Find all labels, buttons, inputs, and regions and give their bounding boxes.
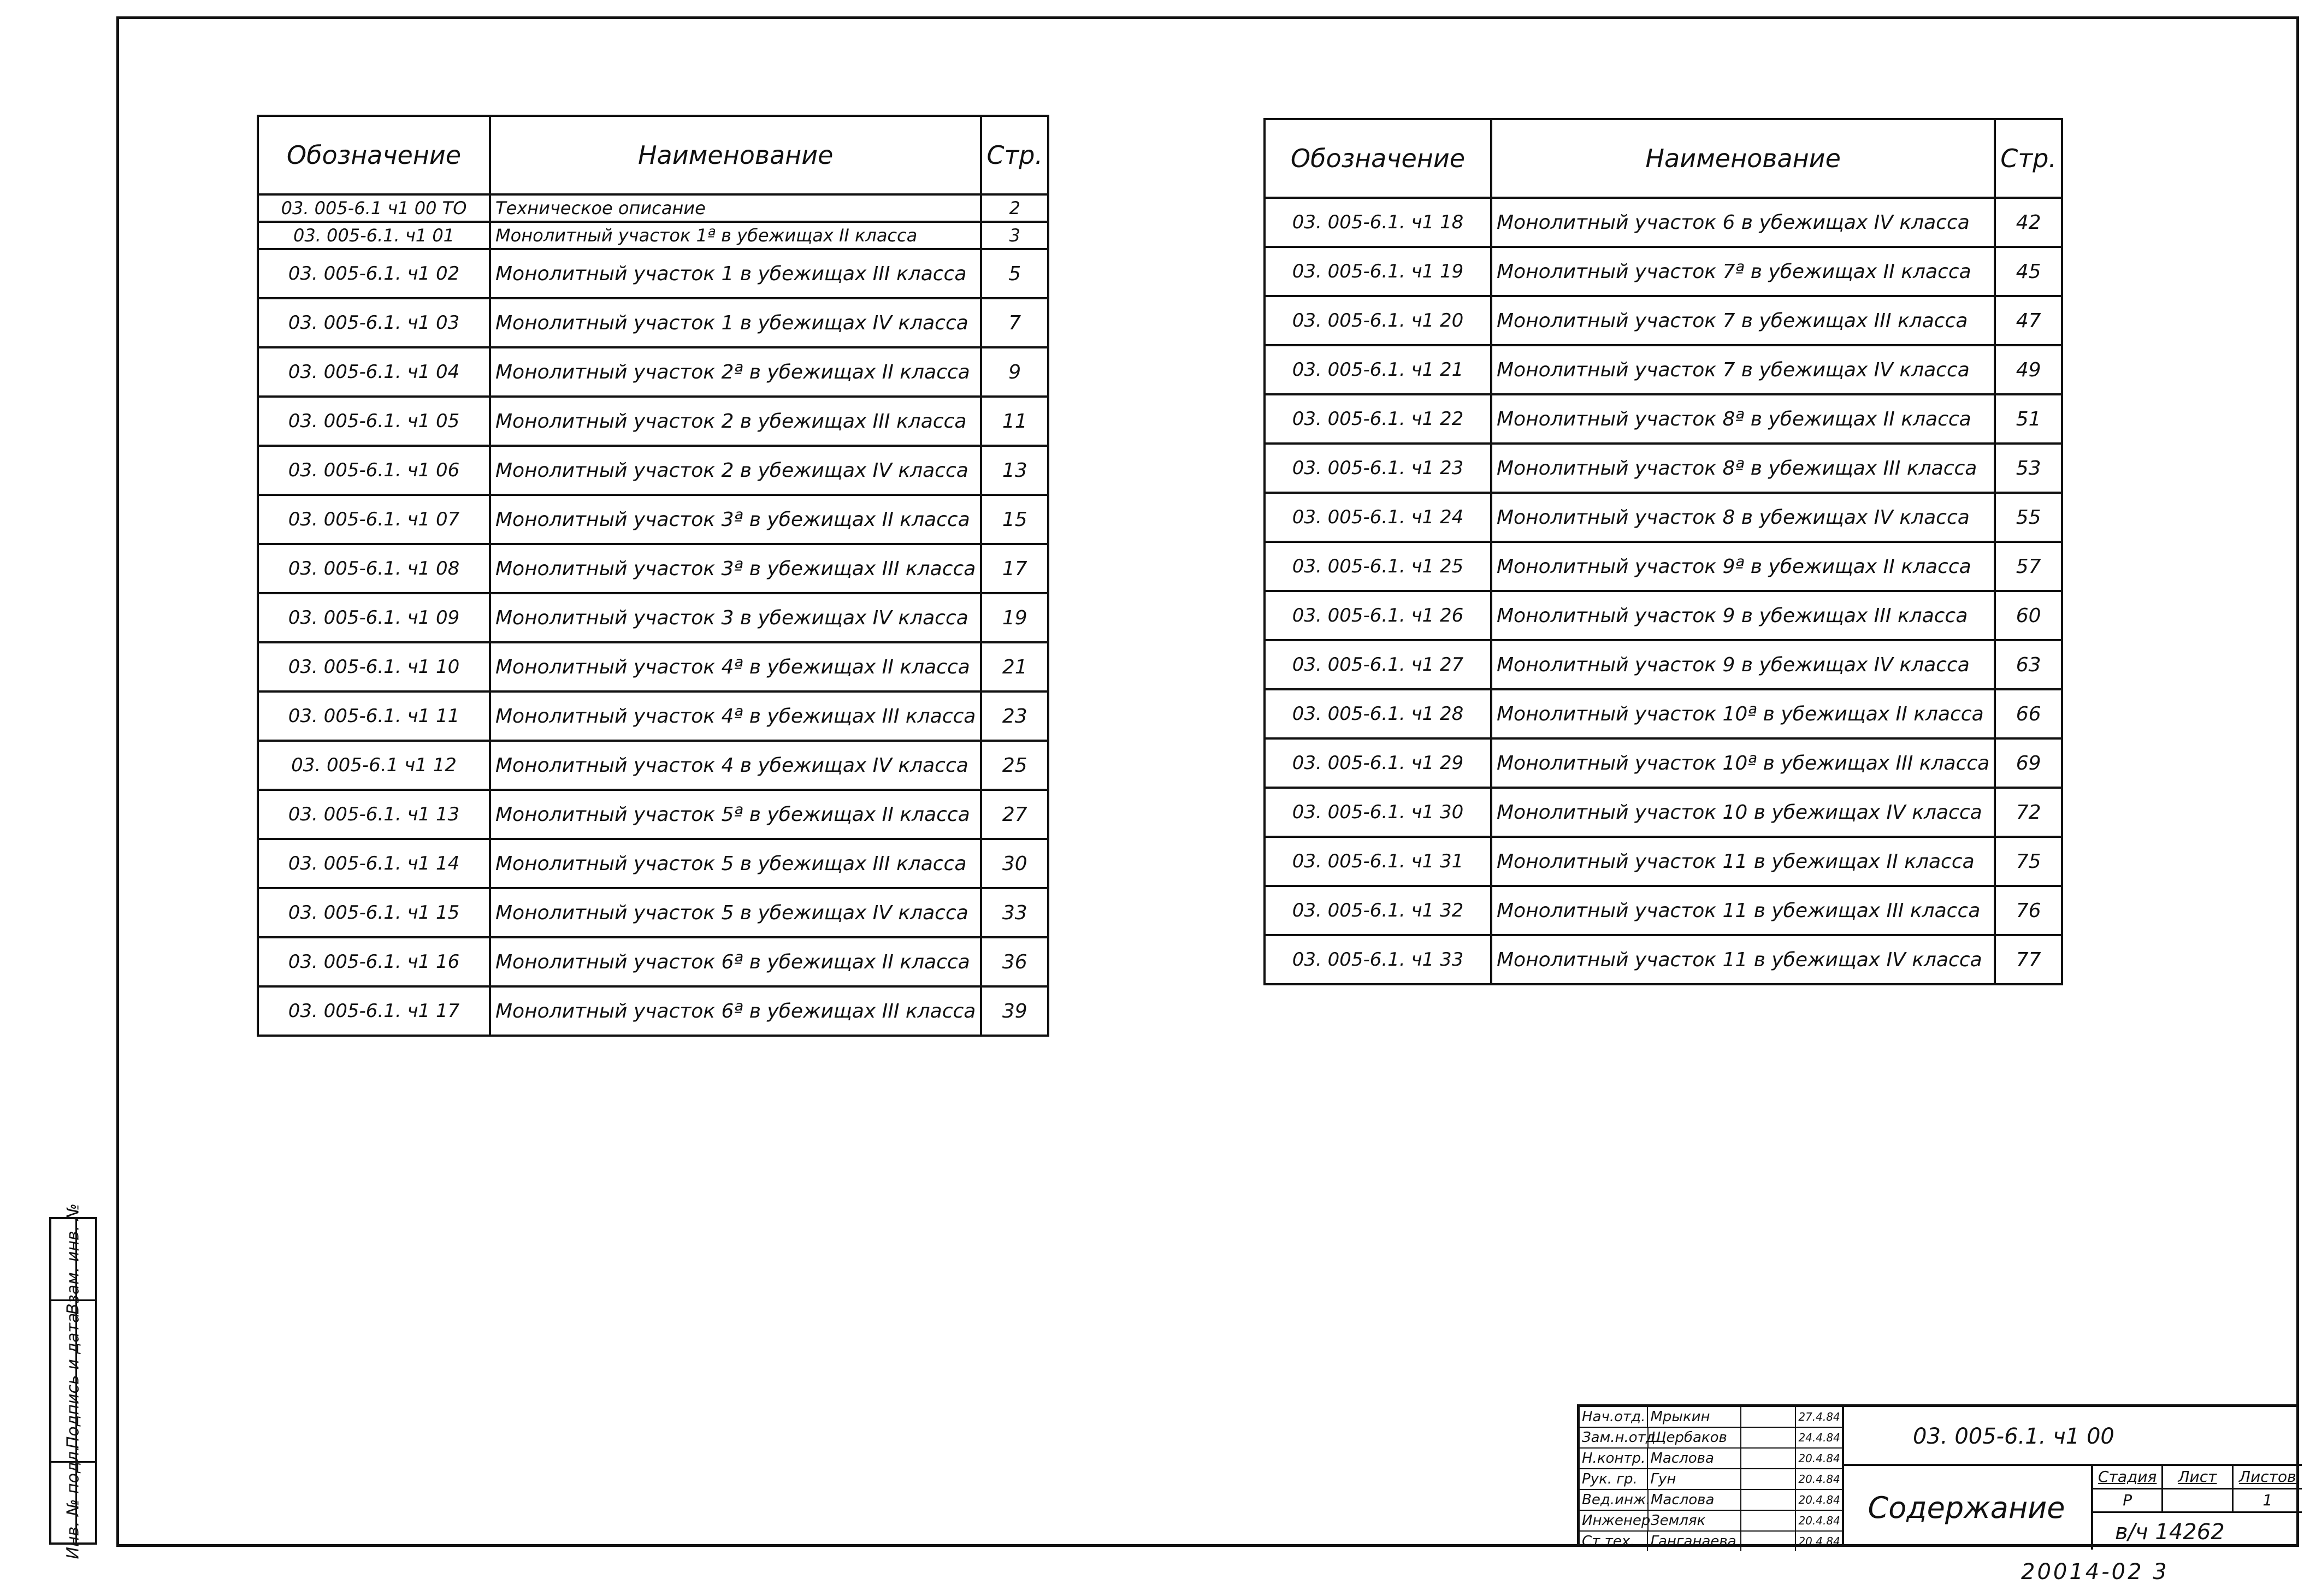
signature-sign: [1741, 1469, 1797, 1489]
row-name: Монолитный участок 3ª в убежищах III класса: [490, 544, 981, 593]
row-code: 03. 005-6.1. ч1 28: [1265, 689, 1491, 738]
header-name: Наименование: [490, 116, 981, 194]
row-page: 57: [1995, 542, 2062, 591]
signature-role: Вед.инж.: [1580, 1490, 1649, 1510]
row-code: 03. 005-6.1. ч1 05: [258, 397, 490, 446]
row-name: Монолитный участок 8ª в убежищах II класса: [1491, 394, 1995, 444]
table-row: [258, 347, 1048, 397]
row-page: 51: [1995, 394, 2062, 444]
row-code: 03. 005-6.1. ч1 20: [1265, 296, 1491, 345]
sheet-value: [2163, 1489, 2233, 1511]
signature-name: Щербаков: [1649, 1428, 1741, 1447]
binding-cell-inventory: [51, 1446, 95, 1559]
contents-body-left: [258, 194, 1048, 1036]
row-name: Монолитный участок 10 в убежищах IV класса: [1491, 788, 1995, 837]
contents-table-right: [1263, 118, 2063, 985]
row-name: Монолитный участок 6ª в убежищах II класса: [490, 937, 981, 986]
row-name: Монолитный участок 5 в убежищах III класса: [490, 839, 981, 888]
signature-date: 20.4.84: [1798, 1535, 1840, 1548]
row-name: Монолитный участок 1ª в убежищах II класса: [490, 222, 981, 249]
row-code: 03. 005-6.1. ч1 08: [258, 544, 490, 593]
row-name: Монолитный участок 6ª в убежищах III класса: [490, 986, 981, 1036]
row-code: 03. 005-6.1. ч1 25: [1265, 542, 1491, 591]
row-page: 33: [981, 888, 1048, 937]
row-code: 03. 005-6.1. ч1 10: [258, 642, 490, 691]
table-row: [258, 446, 1048, 495]
row-name: Монолитный участок 8 в убежищах IV класса: [1491, 493, 1995, 542]
row-page: 25: [981, 741, 1048, 790]
row-code: 03. 005-6.1. ч1 06: [258, 446, 490, 495]
signature-row: [1580, 1490, 1842, 1511]
contents-table-left: [257, 115, 1049, 1037]
header-code: Обозначение: [1265, 119, 1491, 198]
signature-name: Гун: [1648, 1469, 1741, 1489]
row-name: Монолитный участок 3 в убежищах IV класса: [490, 593, 981, 642]
row-name: Техническое описание: [490, 194, 981, 222]
table-row: [1265, 444, 2062, 493]
row-name: Монолитный участок 5ª в убежищах II класса: [490, 790, 981, 839]
row-page: 23: [981, 691, 1048, 741]
row-code: 03. 005-6.1. ч1 21: [1265, 345, 1491, 394]
row-page: 11: [981, 397, 1048, 446]
signature-sign: [1741, 1428, 1796, 1447]
table-row: [1265, 591, 2062, 640]
row-page: 53: [1995, 444, 2062, 493]
archive-number: 20014-02 3: [2021, 1559, 2169, 1585]
table-row: [1265, 640, 2062, 689]
binding-strip: [49, 1203, 97, 1559]
table-row: [1265, 247, 2062, 296]
row-code: 03. 005-6.1. ч1 15: [258, 888, 490, 937]
organization: в/ч 14262: [2115, 1520, 2225, 1545]
table-row: [1265, 296, 2062, 345]
table-row: [258, 249, 1048, 298]
binding-label: Подпись и дата: [63, 1313, 83, 1449]
signature-sign: [1741, 1449, 1797, 1468]
signature-name: Маслова: [1648, 1449, 1741, 1468]
row-name: Монолитный участок 10ª в убежищах III класса: [1491, 738, 1995, 788]
row-code: 03. 005-6.1. ч1 27: [1265, 640, 1491, 689]
row-page: 76: [1995, 886, 2062, 935]
table-row: [258, 741, 1048, 790]
signature-row: [1580, 1407, 1842, 1428]
row-code: 03. 005-6.1. ч1 32: [1265, 886, 1491, 935]
document-code: 03. 005-6.1. ч1 00: [1842, 1407, 2302, 1466]
table-row: [258, 790, 1048, 839]
row-code: 03. 005-6.1. ч1 17: [258, 986, 490, 1036]
row-code: 03. 005-6.1. ч1 23: [1265, 444, 1491, 493]
signature-row: [1580, 1428, 1842, 1449]
signature-role: Инженер: [1580, 1511, 1649, 1530]
sheets-header: Листов: [2239, 1468, 2296, 1486]
row-code: 03. 005-6.1. ч1 33: [1265, 935, 1491, 984]
header-code: Обозначение: [258, 116, 490, 194]
table-row: [1265, 345, 2062, 394]
row-page: 42: [1995, 198, 2062, 247]
binding-label: Взам. инв. №: [63, 1203, 83, 1315]
row-code: 03. 005-6.1. ч1 09: [258, 593, 490, 642]
header-name: Наименование: [1491, 119, 1995, 198]
signature-row: [1580, 1469, 1842, 1490]
row-code: 03. 005-6.1. ч1 03: [258, 298, 490, 347]
table-row: [258, 593, 1048, 642]
title-block: [1577, 1404, 2299, 1550]
signature-name: Маслова: [1649, 1490, 1741, 1510]
signature-role: Н.контр.: [1580, 1449, 1648, 1468]
row-name: Монолитный участок 9 в убежищах III класса: [1491, 591, 1995, 640]
row-code: 03. 005-6.1. ч1 24: [1265, 493, 1491, 542]
row-code: 03. 005-6.1. ч1 14: [258, 839, 490, 888]
signature-row: [1580, 1449, 1842, 1469]
table-row: [258, 397, 1048, 446]
row-page: 19: [981, 593, 1048, 642]
signature-name: Земляк: [1649, 1511, 1741, 1530]
signature-role: Ст.тех.: [1580, 1532, 1648, 1551]
row-code: 03. 005-6.1. ч1 29: [1265, 738, 1491, 788]
row-name: Монолитный участок 8ª в убежищах III класса: [1491, 444, 1995, 493]
row-page: 69: [1995, 738, 2062, 788]
row-page: 21: [981, 642, 1048, 691]
table-row: [258, 986, 1048, 1036]
row-name: Монолитный участок 1 в убежищах III класса: [490, 249, 981, 298]
row-code: 03. 005-6.1. ч1 13: [258, 790, 490, 839]
binding-cell-signature: [51, 1301, 95, 1463]
row-page: 5: [981, 249, 1048, 298]
row-name: Монолитный участок 7 в убежищах IV класса: [1491, 345, 1995, 394]
row-code: 03. 005-6.1. ч1 02: [258, 249, 490, 298]
signature-date: 20.4.84: [1798, 1514, 1840, 1527]
row-page: 7: [981, 298, 1048, 347]
row-code: 03. 005-6.1. ч1 07: [258, 495, 490, 544]
table-row: [258, 691, 1048, 741]
row-code: 03. 005-6.1. ч1 31: [1265, 837, 1491, 886]
table-row: [1265, 689, 2062, 738]
row-name: Монолитный участок 2ª в убежищах II класса: [490, 347, 981, 397]
signature-row: [1580, 1511, 1842, 1532]
row-code: 03. 005-6.1 ч1 00 ТО: [258, 194, 490, 222]
table-row: [258, 194, 1048, 222]
signature-name: Мрыкин: [1648, 1407, 1741, 1427]
row-page: 55: [1995, 493, 2062, 542]
row-page: 2: [981, 194, 1048, 222]
signature-sign: [1741, 1511, 1796, 1530]
row-page: 27: [981, 790, 1048, 839]
row-page: 75: [1995, 837, 2062, 886]
sheet-info: [2093, 1466, 2302, 1550]
row-name: Монолитный участок 11 в убежищах IV класса: [1491, 935, 1995, 984]
table-row: [1265, 198, 2062, 247]
sheet-info-values: [2093, 1489, 2302, 1513]
row-name: Монолитный участок 4ª в убежищах II класса: [490, 642, 981, 691]
row-name: Монолитный участок 4ª в убежищах III класса: [490, 691, 981, 741]
row-code: 03. 005-6.1. ч1 01: [258, 222, 490, 249]
table-row: [1265, 837, 2062, 886]
table-row: [258, 495, 1048, 544]
row-name: Монолитный участок 9ª в убежищах II класса: [1491, 542, 1995, 591]
table-row: [258, 298, 1048, 347]
sheet-info-headers: [2093, 1466, 2302, 1489]
row-page: 60: [1995, 591, 2062, 640]
row-name: Монолитный участок 6 в убежищах IV класса: [1491, 198, 1995, 247]
row-code: 03. 005-6.1 ч1 12: [258, 741, 490, 790]
row-page: 3: [981, 222, 1048, 249]
table-row: [258, 888, 1048, 937]
header-page: Стр.: [1995, 119, 2062, 198]
table-row: [258, 937, 1048, 986]
row-name: Монолитный участок 11 в убежищах III класса: [1491, 886, 1995, 935]
row-page: 63: [1995, 640, 2062, 689]
row-code: 03. 005-6.1. ч1 18: [1265, 198, 1491, 247]
row-code: 03. 005-6.1. ч1 22: [1265, 394, 1491, 444]
signature-date: 20.4.84: [1798, 1452, 1840, 1465]
stage-value: Р: [2093, 1489, 2163, 1511]
row-page: 36: [981, 937, 1048, 986]
row-page: 30: [981, 839, 1048, 888]
row-name: Монолитный участок 3ª в убежищах II класса: [490, 495, 981, 544]
row-code: 03. 005-6.1. ч1 26: [1265, 591, 1491, 640]
row-name: Монолитный участок 2 в убежищах III класса: [490, 397, 981, 446]
signature-date: 27.4.84: [1798, 1410, 1840, 1423]
table-row: [1265, 935, 2062, 984]
signature-sign: [1741, 1532, 1797, 1551]
document-title: Содержание: [1842, 1466, 2093, 1550]
table-row: [1265, 738, 2062, 788]
row-name: Монолитный участок 9 в убежищах IV класса: [1491, 640, 1995, 689]
signatures-table: [1580, 1407, 1844, 1550]
signature-row: [1580, 1532, 1842, 1551]
row-page: 17: [981, 544, 1048, 593]
signature-date: 24.4.84: [1798, 1431, 1840, 1444]
contents-body-right: [1265, 198, 2062, 984]
row-page: 9: [981, 347, 1048, 397]
row-code: 03. 005-6.1. ч1 19: [1265, 247, 1491, 296]
table-row: [258, 222, 1048, 249]
signature-role: Нач.отд.: [1580, 1407, 1648, 1427]
row-name: Монолитный участок 7 в убежищах III класса: [1491, 296, 1995, 345]
row-name: Монолитный участок 2 в убежищах IV класса: [490, 446, 981, 495]
table-row: [258, 839, 1048, 888]
sheet-header: Лист: [2163, 1466, 2233, 1488]
row-page: 39: [981, 986, 1048, 1036]
row-page: 66: [1995, 689, 2062, 738]
row-page: 72: [1995, 788, 2062, 837]
signature-role: Зам.н.отд.: [1580, 1428, 1649, 1447]
table-row: [1265, 788, 2062, 837]
row-name: Монолитный участок 1 в убежищах IV класса: [490, 298, 981, 347]
row-page: 77: [1995, 935, 2062, 984]
row-name: Монолитный участок 5 в убежищах IV класса: [490, 888, 981, 937]
row-page: 49: [1995, 345, 2062, 394]
row-code: 03. 005-6.1. ч1 16: [258, 937, 490, 986]
row-name: Монолитный участок 11 в убежищах II класса: [1491, 837, 1995, 886]
table-row: [258, 642, 1048, 691]
signature-name: Ганганаева: [1648, 1532, 1741, 1551]
signature-date: 20.4.84: [1798, 1473, 1840, 1486]
row-page: 13: [981, 446, 1048, 495]
row-code: 03. 005-6.1. ч1 30: [1265, 788, 1491, 837]
row-code: 03. 005-6.1. ч1 11: [258, 691, 490, 741]
signature-role: Рук. гр.: [1580, 1469, 1648, 1489]
table-row: [1265, 394, 2062, 444]
row-name: Монолитный участок 4 в убежищах IV класса: [490, 741, 981, 790]
table-row: [258, 544, 1048, 593]
row-code: 03. 005-6.1. ч1 04: [258, 347, 490, 397]
stage-header: Стадия: [2093, 1466, 2163, 1488]
table-row: [1265, 493, 2062, 542]
binding-label: Инв. № подл.: [63, 1446, 83, 1559]
table-row: [1265, 542, 2062, 591]
signature-sign: [1741, 1407, 1797, 1427]
binding-cell-replacement: [51, 1203, 95, 1315]
row-page: 45: [1995, 247, 2062, 296]
signature-date: 20.4.84: [1798, 1493, 1840, 1506]
row-name: Монолитный участок 10ª в убежищах II класса: [1491, 689, 1995, 738]
row-page: 15: [981, 495, 1048, 544]
sheets-value: 1: [2262, 1491, 2273, 1509]
row-page: 47: [1995, 296, 2062, 345]
header-page: Стр.: [981, 116, 1048, 194]
table-row: [1265, 886, 2062, 935]
row-name: Монолитный участок 7ª в убежищах II класса: [1491, 247, 1995, 296]
signature-sign: [1741, 1490, 1796, 1510]
